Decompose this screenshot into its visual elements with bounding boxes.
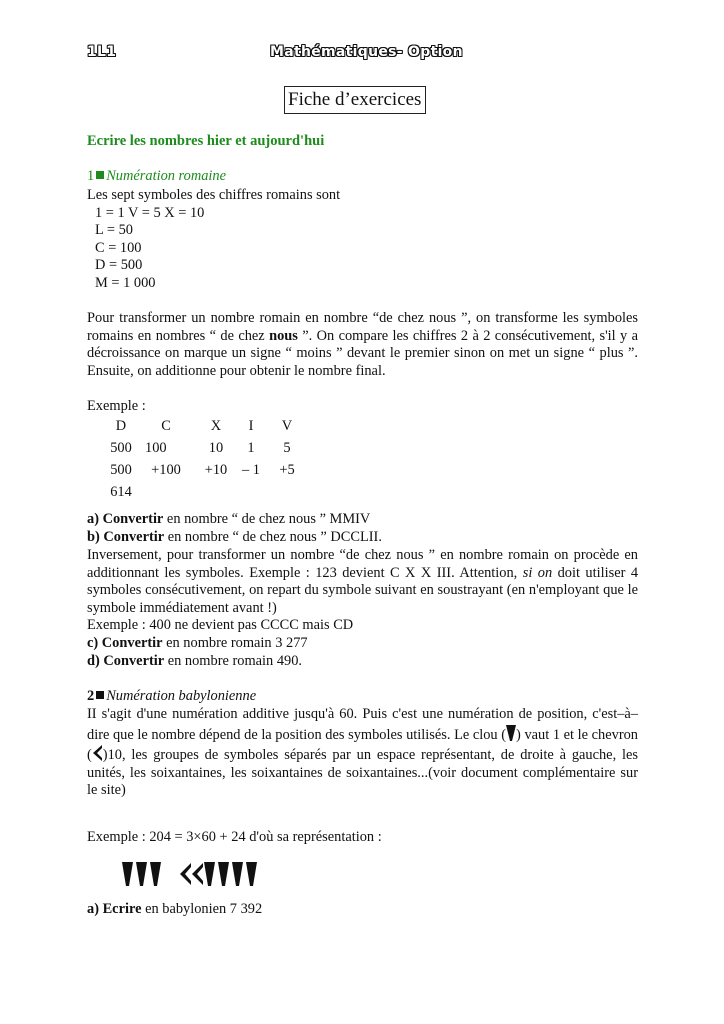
clou-icon <box>122 862 133 886</box>
table-cell: X <box>210 417 222 434</box>
table-cell: 5 <box>283 439 291 456</box>
table-cell: 614 <box>110 483 132 500</box>
section-title: Ecrire les nombres hier et aujourd'hui <box>87 133 325 149</box>
table-cell: V <box>281 417 293 434</box>
table-cell: I <box>248 417 254 434</box>
table-cell: 1 <box>247 439 255 456</box>
clou-icon <box>204 862 215 886</box>
exercise-label: d) Convertir <box>87 653 165 669</box>
part1-intro: Les sept symboles des chiffres romains sont <box>87 187 341 203</box>
part2-exercise-a <box>87 901 262 919</box>
table-cell: 500 <box>110 439 132 456</box>
babylonian-number <box>118 858 278 890</box>
table-row <box>107 481 307 503</box>
para-text: ) vaut 1 et le chevron ( <box>87 726 638 764</box>
table-cell <box>235 481 267 503</box>
part1-paragraph-1 <box>87 310 638 380</box>
example-label: Exemple : <box>87 398 146 414</box>
chevron-icon <box>192 863 203 885</box>
exercise-text: en babylonien 7 392 <box>141 901 263 917</box>
square-bullet-icon <box>96 171 104 179</box>
exercise-b <box>87 529 382 547</box>
part2-example: Exemple : 204 = 3×60 + 24 d'où sa représentation : <box>87 829 382 845</box>
para-text: Pour transformer un nombre romain en nombre “de chez nous ”, on transforme les symboles romains en nombres “ de chez <box>87 310 638 344</box>
table-cell: – 1 <box>242 461 260 478</box>
para-text: II s'agit d'une numération additive jusqu'à 60. Puis c'est une numération de position, c'est–à–dire que le nombre dépend de la position des symboles utilisés. Le clou ( <box>87 706 638 743</box>
exercise-label: b) Convertir <box>87 529 165 545</box>
part2-title: Numération babylonienne <box>106 688 257 704</box>
para-text: ”. On compare les chiffres 2 à 2 consécutivement, s'il y a décroissance on marque un signe “ moins ” devant le premier sinon on met un signe “ plus ”. Ensuite, on additionne pour obtenir le nombre final. <box>87 327 638 379</box>
part2-paragraph <box>87 706 638 800</box>
table-cell <box>135 481 197 503</box>
table-cell: +10 <box>204 461 228 478</box>
table-cell: C <box>161 417 171 434</box>
part1-paragraph-2 <box>87 547 638 617</box>
table-cell <box>267 481 307 503</box>
table-cell: +5 <box>279 461 295 478</box>
exercise-d <box>87 653 302 671</box>
para-text: )10, les groupes de symboles séparés par un espace représentant, de droite à gauche, les unités, les soixantaines, les soixantaines de soixantaines...(voir document complémentaire sur le site) <box>87 747 638 799</box>
table-row <box>107 415 307 437</box>
exercise-label: a) Convertir <box>87 511 164 527</box>
part1-heading <box>87 168 226 186</box>
symbol-line: C = 100 <box>95 240 142 256</box>
table-cell: 100 <box>145 439 167 456</box>
chevron-icon <box>92 744 103 762</box>
part1-number: 1 <box>87 168 95 184</box>
clou-icon <box>246 862 257 886</box>
exercise-a <box>87 511 370 529</box>
symbol-line: L = 50 <box>95 222 133 238</box>
table-cell: 10 <box>208 439 224 456</box>
table-cell: 500 <box>110 461 132 478</box>
table-row <box>107 437 307 459</box>
exercise-text: en nombre “ de chez nous ” DCCLII. <box>164 529 382 545</box>
clou-icon <box>218 862 229 886</box>
clou-icon <box>232 862 243 886</box>
square-bullet-icon <box>96 691 104 699</box>
chevron-icon <box>180 863 191 885</box>
clou-icon <box>506 724 516 742</box>
para-text: doit utiliser 4 symboles consécutivement, on repart du symbole suivant en soustrayant (en n'employant que le symbole immédiatement avant !) <box>87 564 639 616</box>
symbol-line: M = 1 000 <box>95 275 156 291</box>
table-cell: +100 <box>151 461 181 478</box>
exercise-text: en nombre “ de chez nous ” MMIV <box>163 511 371 527</box>
example-400: Exemple : 400 ne devient pas CCCC mais CD <box>87 617 354 633</box>
clou-icon <box>150 862 161 886</box>
table-cell: D <box>115 417 127 434</box>
exercise-label: c) Convertir <box>87 635 163 651</box>
part1-title: Numération romaine <box>106 168 226 184</box>
header-class-label: 1L1 <box>87 44 117 60</box>
para-text: Inversement, pour transformer un nombre “de chez nous ” en nombre romain on procède en additionnant les symboles. Exemple : 123 devient C X X III. Attention, <box>87 547 638 581</box>
header-subject-label: Mathématiques- Option <box>270 44 463 60</box>
part2-heading <box>87 688 256 706</box>
example-table <box>107 415 307 503</box>
symbol-line: D = 500 <box>95 257 143 273</box>
exercise-text: en nombre romain 3 277 <box>162 635 308 651</box>
clou-icon <box>136 862 147 886</box>
para-italic: si on <box>522 564 553 581</box>
part2-number: 2 <box>87 688 95 704</box>
table-row <box>107 459 307 481</box>
exercise-c <box>87 635 308 653</box>
table-cell <box>197 481 235 503</box>
exercise-text: en nombre romain 490. <box>164 653 303 669</box>
para-bold: nous <box>269 327 298 344</box>
symbol-line: 1 = 1 V = 5 X = 10 <box>95 205 205 221</box>
page-title: Fiche d’exercices <box>284 86 426 114</box>
exercise-label: a) Ecrire <box>87 901 142 917</box>
